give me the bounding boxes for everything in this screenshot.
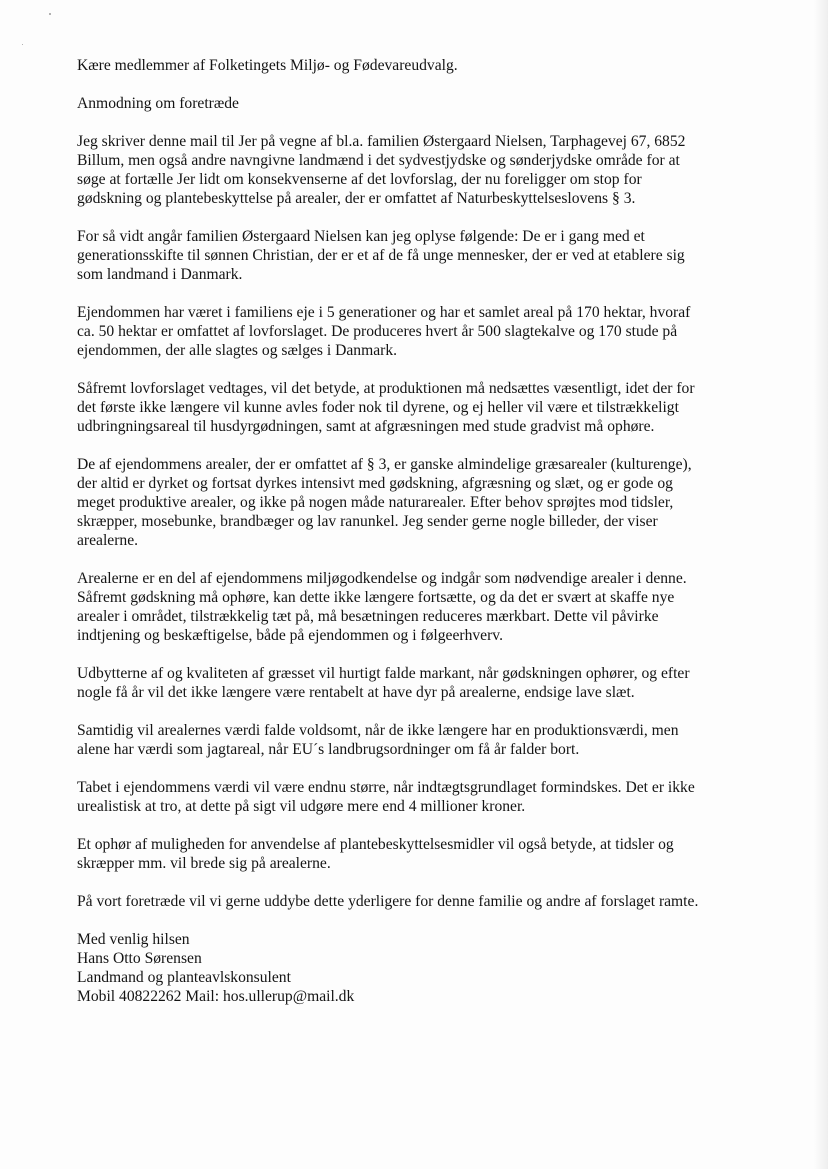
salutation-line: Kære medlemmer af Folketingets Miljø- og Fødevareudvalg. xyxy=(77,57,458,74)
paragraph-line: udbringningsareal til husdyrgødningen, samt at afgræsningen med stude gradvist må ophøre. xyxy=(77,418,655,435)
paragraph-line: Såfremt gødskning må ophøre, kan dette ikke længere fortsætte, og da det er svært at skaffe nye xyxy=(77,589,675,606)
paragraph-line: nogle få år vil det ikke længere være rentabelt at have dyr på arealerne, endsige lave slæt. xyxy=(77,684,635,701)
paragraph-8 xyxy=(77,721,757,759)
paragraph-2 xyxy=(77,227,757,284)
closing-line: Med venlig hilsen xyxy=(77,931,190,948)
paragraph-line: Udbytterne af og kvaliteten af græsset vil hurtigt falde markant, når gødskningen ophører, og efter xyxy=(77,665,690,682)
paragraph-line: Såfremt lovforslaget vedtages, vil det betyde, at produktionen må nedsættes væsentligt, idet der for xyxy=(77,380,695,397)
subject-text: Anmodning om foretræde xyxy=(77,95,239,112)
paragraph-line: søge at fortælle Jer lidt om konsekvenserne af det lovforslag, der nu foreligger om stop for xyxy=(77,171,642,188)
paragraph-line: arealerne. xyxy=(77,532,139,549)
sender-name: Hans Otto Sørensen xyxy=(77,950,202,967)
paragraph-1 xyxy=(77,132,757,208)
paragraph-3 xyxy=(77,303,757,360)
sender-title: Landmand og planteavlskonsulent xyxy=(77,969,291,986)
paragraph-line: For så vidt angår familien Østergaard Nielsen kan jeg oplyse følgende: De er i gang med et xyxy=(77,228,645,245)
paragraph-4 xyxy=(77,379,757,436)
paragraph-line: skræpper mm. vil brede sig på arealerne. xyxy=(77,855,331,872)
paragraph-line: generationsskifte til sønnen Christian, der er et af de få unge mennesker, der er ved at etablere sig xyxy=(77,247,685,264)
paragraph-5 xyxy=(77,455,757,550)
scan-speck xyxy=(22,44,23,45)
paragraph-line: som landmand i Danmark. xyxy=(77,266,243,283)
paragraph-line: Arealerne er en del af ejendommens miljøgodkendelse og indgår som nødvendige arealer i denne. xyxy=(77,570,687,587)
paragraph-7 xyxy=(77,664,757,702)
salutation xyxy=(77,56,757,75)
paragraph-line: indtjening og beskæftigelse, både på ejendommen og i følgeerhverv. xyxy=(77,627,503,644)
paragraph-line: Et ophør af muligheden for anvendelse af plantebeskyttelsesmidler vil også betyde, at tidsler og xyxy=(77,836,674,853)
paragraph-line: ca. 50 hektar er omfattet af lovforslaget. De produceres hvert år 500 slagtekalve og 170 stude på xyxy=(77,323,678,340)
paragraph-6 xyxy=(77,569,757,645)
paragraph-line: der altid er dyrket og fortsat dyrkes intensivt med gødskning, afgræsning og slæt, og er gode og xyxy=(77,475,673,492)
paragraph-line: På vort foretræde vil vi gerne uddybe dette yderligere for denne familie og andre af forslaget ramte. xyxy=(77,893,699,910)
paragraph-line: arealer i området, tilstrækkelig tæt på, må besætningen reduceres mærkbart. Dette vil påvirke xyxy=(77,608,659,625)
paragraph-line: urealistisk at tro, at dette på sigt vil udgøre mere end 4 millioner kroner. xyxy=(77,798,526,815)
paragraph-line: Ejendommen har været i familiens eje i 5 generationer og har et samlet areal på 170 hektar, hvoraf xyxy=(77,304,691,321)
signature-block xyxy=(77,930,757,1006)
paragraph-line: det første ikke længere vil kunne avles foder nok til dyrene, og ej heller vil være et tilstrækkeligt xyxy=(77,399,679,416)
paragraph-line: alene har værdi som jagtareal, når EU´s landbrugsordninger om få år falder bort. xyxy=(77,741,580,758)
paragraph-line: gødskning og plantebeskyttelse på arealer, der er omfattet af Naturbeskyttelseslovens § 3. xyxy=(77,190,636,207)
letter-body xyxy=(77,56,757,1006)
paragraph-line: Jeg skriver denne mail til Jer på vegne af bl.a. familien Østergaard Nielsen, Tarphagevej 67, 6852 xyxy=(77,133,686,150)
paragraph-10 xyxy=(77,835,757,873)
paragraph-line: skræpper, mosebunke, brandbæger og lav ranunkel. Jeg sender gerne nogle billeder, der viser xyxy=(77,513,658,530)
sender-contact: Mobil 40822262 Mail: hos.ullerup@mail.dk xyxy=(77,988,355,1005)
scan-speck xyxy=(49,13,51,15)
paragraph-line: Billum, men også andre navngivne landmænd i det sydvestjydske og sønderjydske område for at xyxy=(77,152,680,169)
page-edge-shadow xyxy=(814,0,828,1169)
paragraph-line: Tabet i ejendommens værdi vil være endnu større, når indtægtsgrundlaget formindskes. Det er ikke xyxy=(77,779,695,796)
paragraph-line: Samtidig vil arealernes værdi falde voldsomt, når de ikke længere har en produktionsværdi, men xyxy=(77,722,679,739)
paragraph-line: ejendommen, der alle slagtes og sælges i Danmark. xyxy=(77,342,398,359)
subject-line xyxy=(77,94,757,113)
paragraph-9 xyxy=(77,778,757,816)
paragraph-11 xyxy=(77,892,757,911)
paragraph-line: De af ejendommens arealer, der er omfattet af § 3, er ganske almindelige græsarealer (kulturenge), xyxy=(77,456,692,473)
paragraph-line: meget produktive arealer, og ikke på nogen måde naturarealer. Efter behov sprøjtes mod tidsler, xyxy=(77,494,674,511)
